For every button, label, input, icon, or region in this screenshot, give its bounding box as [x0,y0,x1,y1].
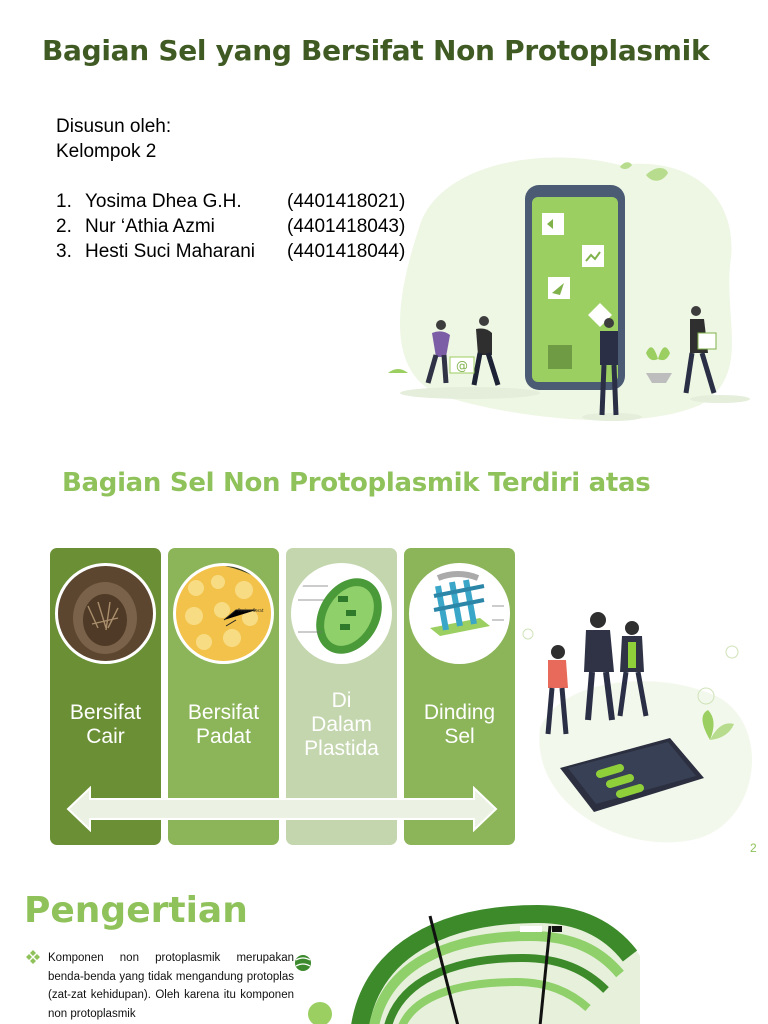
svg-text:Resin - Serat: Resin - Serat [238,608,264,613]
card-label: Bersifat Cair [69,701,142,748]
card-label: Dinding Sel [423,701,496,748]
member-row [56,239,405,264]
member-number: 3. [56,241,72,262]
member-row [56,214,405,239]
member-number: 2. [56,216,72,237]
chloroplast-diagram-image [291,563,392,664]
slide-title [0,0,768,430]
slide-definition-heading: Pengertian [24,890,248,931]
diamond-bullet-icon [25,949,41,965]
prepared-by-label: Disusun oleh: [56,116,172,137]
slide-components [0,438,768,868]
member-name: Yosima Dhea G.H. [85,191,242,212]
author-block [56,114,405,264]
slide-title-heading: Bagian Sel yang Bersifat Non Protoplasmik [42,34,710,67]
member-name: Hesti Suci Maharani [85,241,256,262]
definition-paragraph: Komponen non protoplasmik merupakan benda-benda yang tidak mengandung protoplas (zat-zat kehidupan). Oleh karena itu komponen non protoplasmik [48,952,294,1021]
member-name: Nur ‘Athia Azmi [85,216,215,237]
slide-definition [0,876,768,1024]
chloroplast-closeup-illustration [290,886,768,1024]
people-with-smartphone-illustration [380,145,760,425]
crystal-granules-image [173,563,274,664]
vacuole-sap-image [55,563,156,664]
team-with-phone-illustration [520,608,760,848]
member-row [56,189,405,214]
card-label: Bersifat Padat [187,701,260,748]
member-id: (4401418021) [287,191,406,212]
member-number: 1. [56,191,72,212]
svg-text:@: @ [456,359,468,373]
group-label: Kelompok 2 [56,141,157,162]
member-id: (4401418044) [287,241,406,262]
cell-wall-diagram-image [409,563,510,664]
double-arrow-icon [66,786,498,832]
page-number: 2 [750,841,757,855]
card-label: Di Dalam Plastida [304,689,379,760]
member-id: (4401418043) [287,216,406,237]
slide-components-heading: Bagian Sel Non Protoplasmik Terdiri atas [62,468,651,498]
